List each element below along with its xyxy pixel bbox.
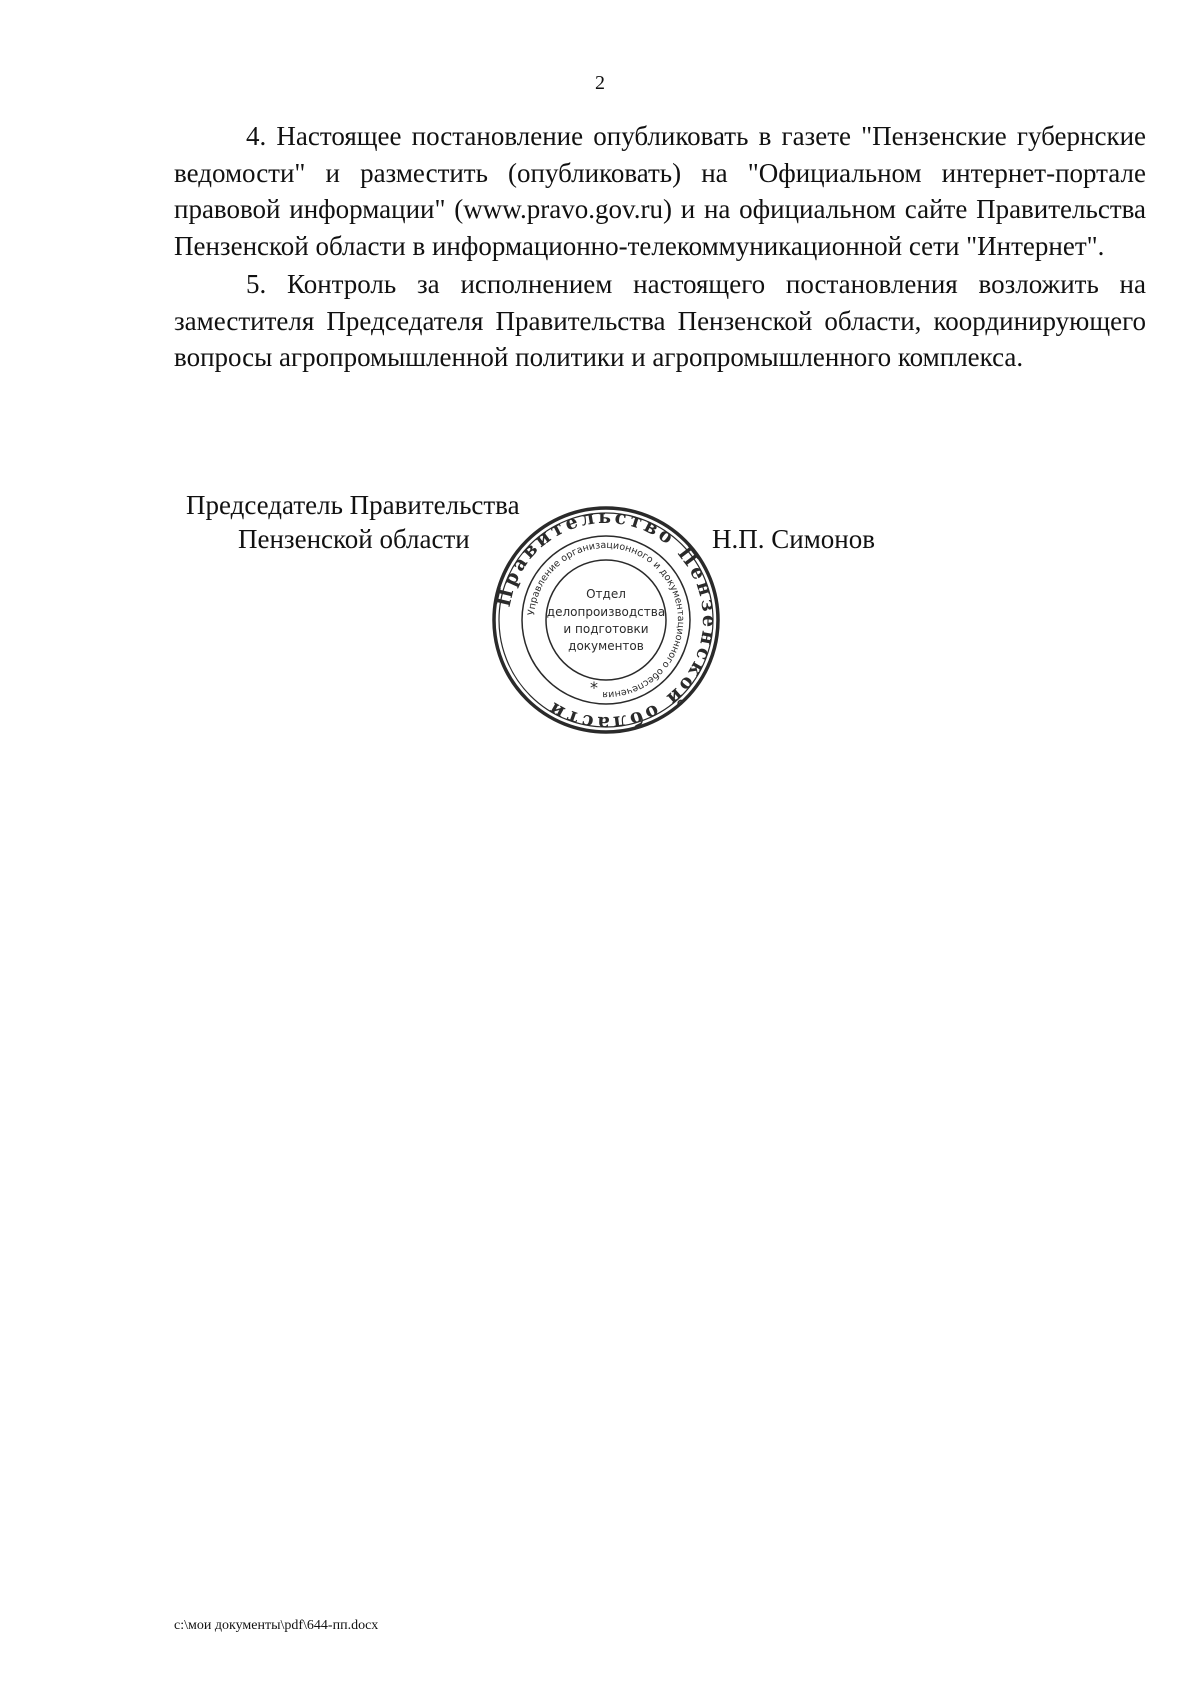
seal-middle-text bbox=[526, 540, 686, 700]
seal-inner-ring bbox=[546, 560, 666, 680]
seal-center-line-4: документов bbox=[568, 639, 644, 653]
seal-center-line-3: и подготовки bbox=[563, 622, 649, 636]
seal-center-line-2: делопроизводства bbox=[546, 605, 666, 619]
paragraph-4: 4. Настоящее постановление опубликовать в газете "Пензенские губернские ведомости" и разместить (опубликовать) на "Официальном интернет-портале правовой информации" (www.pravo.gov.ru) и на официальном сайте Правительства Пензенской области в информационно-телекоммуникационной сети "Интернет". bbox=[174, 121, 1146, 261]
seal-outer-text-path: Правительство Пензенской области bbox=[492, 505, 721, 735]
seal-middle-text-path: Управление организационного и документационного обеспечения bbox=[526, 539, 687, 701]
signature-title-line2: Пензенской области bbox=[238, 524, 470, 554]
footer-file-path: c:\мои документы\pdf\644-пп.docx bbox=[174, 1618, 379, 1633]
signature-name: Н.П. Симонов bbox=[712, 524, 875, 554]
official-seal bbox=[490, 504, 722, 736]
page-number: 2 bbox=[595, 72, 605, 94]
document-body bbox=[174, 118, 1146, 378]
paragraph-5: 5. Контроль за исполнением настоящего постановления возложить на заместителя Председателя Правительства Пензенской области, координирующего вопросы агропромышленной политики и агропромышленного комплекса. bbox=[174, 269, 1146, 372]
seal-star-icon: * bbox=[590, 678, 598, 697]
seal-center-line-1: Отдел bbox=[586, 587, 626, 601]
signature-title-line1: Председатель Правительства bbox=[186, 490, 520, 520]
seal-middle-ring bbox=[522, 536, 690, 704]
seal-graphic bbox=[490, 504, 722, 736]
